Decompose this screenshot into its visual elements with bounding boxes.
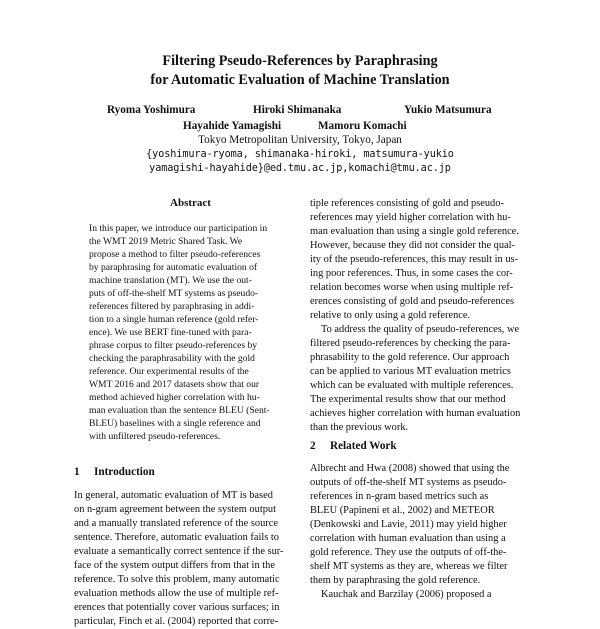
body-line: evaluation methods allow the use of multiple ref- xyxy=(74,588,279,599)
abstract-line: references filtered by paraphrasing in addi- xyxy=(89,301,255,312)
author-name: Hayahide Yamagishi xyxy=(183,120,282,132)
abstract-line: the WMT 2019 Metric Shared Task. We xyxy=(89,236,243,247)
body-line: and a manually translated reference of the source xyxy=(74,518,278,529)
body-line: (Denkowski and Lavie, 2011) may yield higher xyxy=(310,519,507,530)
section-title: Introduction xyxy=(94,466,155,478)
body-line: Albrecht and Hwa (2008) showed that using the xyxy=(310,463,510,474)
affiliation: Tokyo Metropolitan University, Tokyo, Japan xyxy=(198,134,402,146)
section-number: 1 xyxy=(74,466,80,478)
body-line: erences that potentially cover various surfaces; in xyxy=(74,602,280,613)
abstract-line: tion to a single human reference (gold refer- xyxy=(89,314,259,325)
abstract-line: phrase corpus to filter pseudo-references by xyxy=(89,340,258,351)
abstract-line: BLEU) baselines with a single reference and xyxy=(89,418,261,429)
body-line: filtered pseudo-references by checking the para- xyxy=(310,338,511,349)
abstract-line: propose a method to filter pseudo-references xyxy=(89,249,261,260)
section-title: Related Work xyxy=(330,440,397,452)
body-line: shelf MT systems as they are, whereas we filter xyxy=(310,561,508,572)
body-line: ing poor references. Thus, in some cases the cor- xyxy=(310,268,513,279)
abstract-line: by paraphrasing for automatic evaluation of xyxy=(89,262,258,273)
body-line: tiple references consisting of gold and pseudo- xyxy=(310,198,504,209)
body-line: relative to only using a gold reference. xyxy=(310,310,471,321)
body-line: To address the quality of pseudo-references, we xyxy=(321,324,520,335)
section-heading-introduction xyxy=(74,466,155,478)
abstract-line: puts of off-the-shelf MT systems as pseudo- xyxy=(89,288,259,299)
section-number: 2 xyxy=(310,440,316,452)
abstract-line: WMT 2016 and 2017 datasets show that our xyxy=(89,379,260,390)
abstract-line: method achieved higher correlation with hu- xyxy=(89,392,260,403)
body-line: erences consisting of gold and pseudo-references xyxy=(310,296,514,307)
body-line: can be applied to various MT evaluation metrics xyxy=(310,366,511,377)
body-line: evaluate a semantically correct sentence if the sur- xyxy=(74,546,284,557)
abstract-line: checking the paraphrasability with the gold xyxy=(89,353,255,364)
body-line: outputs of off-the-shelf MT systems as pseudo- xyxy=(310,477,507,488)
email-line: {yoshimura-ryoma, shimanaka-hiroki, matsumura-yukio xyxy=(146,149,454,160)
paper-title xyxy=(0,52,600,90)
abstract-line: ence). We use BERT fine-tuned with para- xyxy=(89,327,252,338)
body-line: face of the system output differs from that in the xyxy=(74,560,275,571)
title-line: Filtering Pseudo-References by Paraphrasing xyxy=(162,53,438,69)
body-line: relation becomes worse when using multiple ref- xyxy=(310,282,514,293)
body-line: phrasability to the gold reference. Our approach xyxy=(310,352,510,363)
body-line: gold reference. They use the outputs of off-the- xyxy=(310,547,507,558)
body-line: particular, Finch et al. (2004) reported that corre- xyxy=(74,616,279,627)
body-line: references in n-gram based metrics such as xyxy=(310,491,489,502)
author-name: Ryoma Yoshimura xyxy=(107,104,196,116)
body-line: than the previous work. xyxy=(310,422,409,433)
body-line: references may yield higher correlation with hu- xyxy=(310,212,511,223)
body-line: The experimental results show that our method xyxy=(310,394,506,405)
body-line: achieves higher correlation with human evaluation xyxy=(310,408,521,419)
title-line: for Automatic Evaluation of Machine Translation xyxy=(150,72,450,88)
section-heading-related-work xyxy=(310,440,397,452)
body-line: which can be evaluated with multiple references. xyxy=(310,380,514,391)
abstract-line: In this paper, we introduce our participation in xyxy=(89,223,268,234)
abstract-heading: Abstract xyxy=(170,197,211,209)
abstract-line: machine translation (MT). We use the out- xyxy=(89,275,252,286)
body-line: BLEU (Papineni et al., 2002) and METEOR xyxy=(310,505,495,516)
body-line: on n-gram agreement between the system output xyxy=(74,504,276,515)
body-line: ity of the pseudo-references, this may result in us- xyxy=(310,254,519,265)
body-line: correlation with human evaluation than using a xyxy=(310,533,506,544)
author-name: Hiroki Shimanaka xyxy=(253,104,342,116)
author-name: Mamoru Komachi xyxy=(318,120,407,132)
abstract-line: reference. Our experimental results of the xyxy=(89,366,249,377)
body-line: them by paraphrasing the gold reference. xyxy=(310,575,481,586)
abstract-line: man evaluation than the sentence BLEU (Sent- xyxy=(89,405,270,416)
body-line: In general, automatic evaluation of MT is based xyxy=(74,490,273,501)
abstract-line: with unfiltered pseudo-references. xyxy=(89,431,221,442)
email-line: yamagishi-hayahide}@ed.tmu.ac.jp,komachi@tmu.ac.jp xyxy=(149,163,451,174)
body-line: man evaluation than using a single gold reference. xyxy=(310,226,519,237)
author-name: Yukio Matsumura xyxy=(404,104,492,116)
body-line: reference. To solve this problem, many automatic xyxy=(74,574,280,585)
body-line: However, because they did not consider the qual- xyxy=(310,240,516,251)
body-line: sentence. Therefore, automatic evaluation fails to xyxy=(74,532,279,543)
body-line: Kauchak and Barzilay (2006) proposed a xyxy=(321,589,492,600)
